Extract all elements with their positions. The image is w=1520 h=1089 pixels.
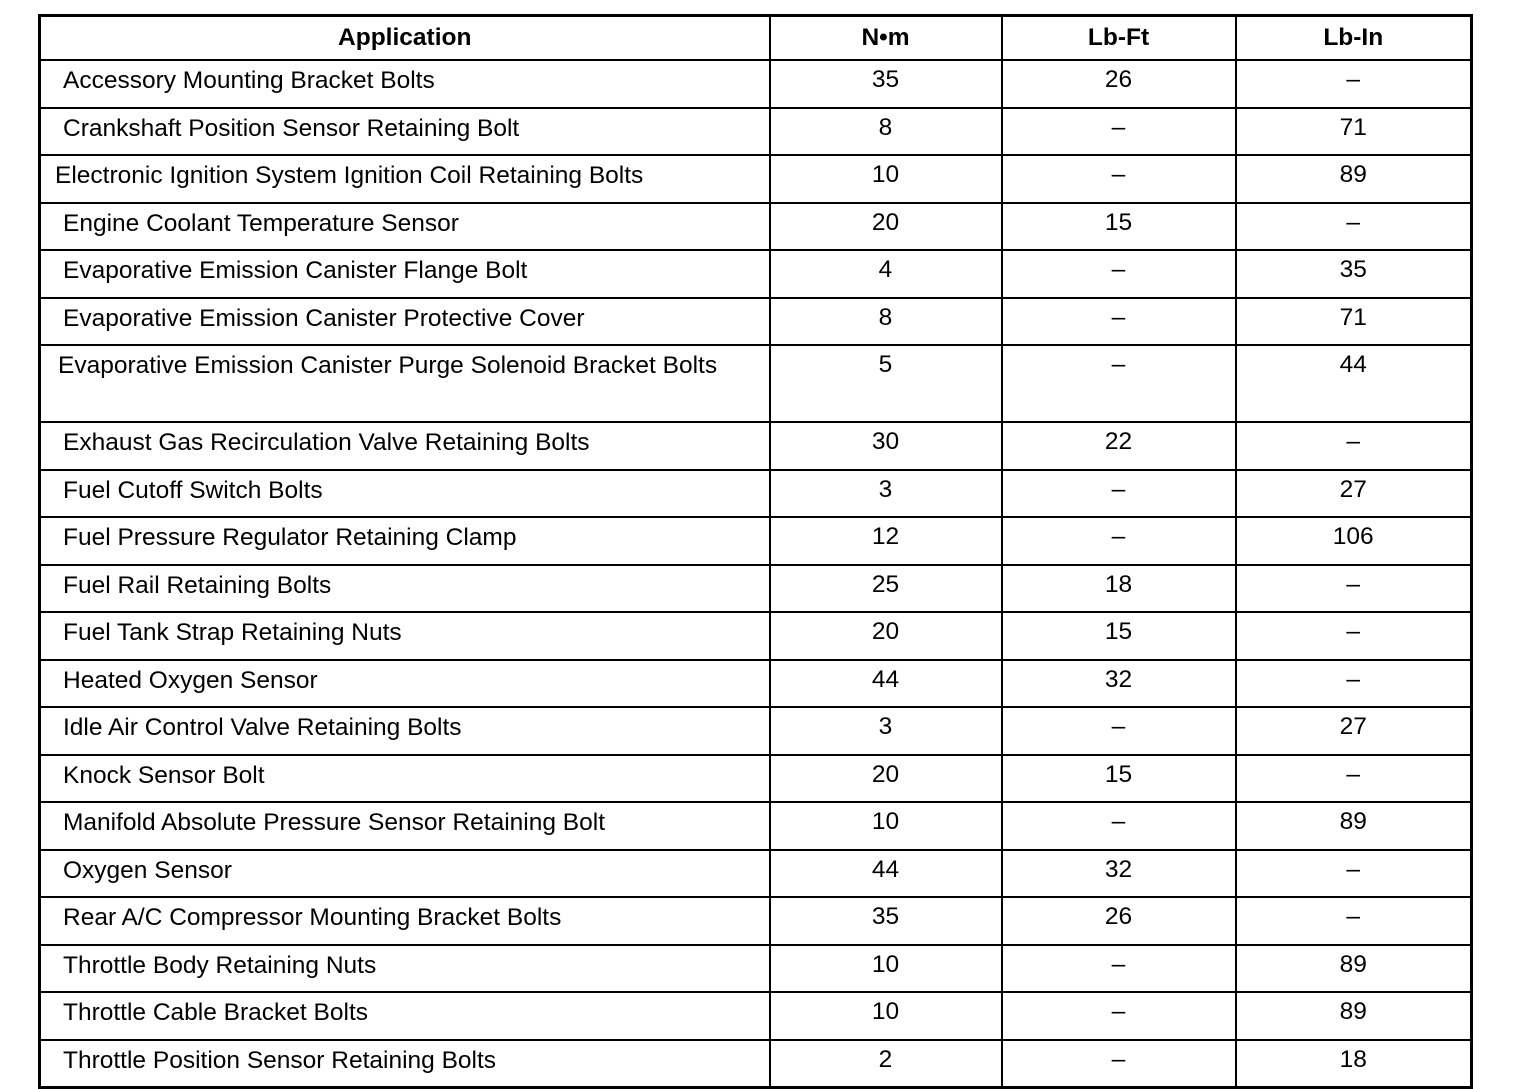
- header-row: [40, 16, 1472, 61]
- cell-nm: 25: [770, 565, 1002, 613]
- cell-lbin: 71: [1236, 298, 1472, 346]
- table-row: [40, 802, 1472, 850]
- cell-nm: 35: [770, 897, 1002, 945]
- cell-nm: 8: [770, 108, 1002, 156]
- cell-lbft: 26: [1002, 897, 1236, 945]
- table-row: [40, 565, 1472, 613]
- table-row: [40, 707, 1472, 755]
- cell-application: Accessory Mounting Bracket Bolts: [40, 60, 770, 108]
- cell-lbin: 44: [1236, 345, 1472, 422]
- cell-application: Throttle Body Retaining Nuts: [40, 945, 770, 993]
- cell-lbin: –: [1236, 755, 1472, 803]
- table-row: [40, 992, 1472, 1040]
- table-row: [40, 108, 1472, 156]
- cell-lbft: –: [1002, 992, 1236, 1040]
- table-row: [40, 517, 1472, 565]
- cell-nm: 10: [770, 802, 1002, 850]
- cell-lbin: –: [1236, 612, 1472, 660]
- cell-nm: 12: [770, 517, 1002, 565]
- cell-lbin: 89: [1236, 802, 1472, 850]
- cell-lbin: –: [1236, 60, 1472, 108]
- cell-nm: 2: [770, 1040, 1002, 1088]
- cell-lbft: –: [1002, 470, 1236, 518]
- cell-application: Evaporative Emission Canister Protective Cover: [40, 298, 770, 346]
- cell-lbft: –: [1002, 250, 1236, 298]
- cell-lbft: –: [1002, 802, 1236, 850]
- table-row: [40, 1040, 1472, 1088]
- cell-nm: 10: [770, 945, 1002, 993]
- cell-lbft: –: [1002, 517, 1236, 565]
- cell-lbft: –: [1002, 108, 1236, 156]
- cell-lbin: –: [1236, 565, 1472, 613]
- cell-application: Knock Sensor Bolt: [40, 755, 770, 803]
- cell-lbin: 18: [1236, 1040, 1472, 1088]
- cell-application: Fuel Cutoff Switch Bolts: [40, 470, 770, 518]
- cell-application: Fuel Pressure Regulator Retaining Clamp: [40, 517, 770, 565]
- table-row: [40, 470, 1472, 518]
- column-header-lbft: Lb-Ft: [1002, 16, 1236, 61]
- table-row: [40, 945, 1472, 993]
- table-row: [40, 755, 1472, 803]
- cell-lbft: –: [1002, 298, 1236, 346]
- cell-lbft: 15: [1002, 612, 1236, 660]
- cell-nm: 5: [770, 345, 1002, 422]
- cell-nm: 20: [770, 755, 1002, 803]
- cell-lbin: 71: [1236, 108, 1472, 156]
- cell-nm: 3: [770, 707, 1002, 755]
- cell-nm: 44: [770, 850, 1002, 898]
- cell-application: Throttle Position Sensor Retaining Bolts: [40, 1040, 770, 1088]
- table-row: [40, 60, 1472, 108]
- cell-lbin: 27: [1236, 707, 1472, 755]
- cell-application: Fuel Tank Strap Retaining Nuts: [40, 612, 770, 660]
- cell-lbin: 89: [1236, 945, 1472, 993]
- cell-nm: 20: [770, 612, 1002, 660]
- cell-nm: 10: [770, 155, 1002, 203]
- cell-lbft: 26: [1002, 60, 1236, 108]
- cell-application: Oxygen Sensor: [40, 850, 770, 898]
- cell-application: Throttle Cable Bracket Bolts: [40, 992, 770, 1040]
- table-row: [40, 250, 1472, 298]
- cell-lbft: 15: [1002, 203, 1236, 251]
- cell-lbin: 89: [1236, 155, 1472, 203]
- cell-lbin: –: [1236, 850, 1472, 898]
- cell-lbin: 89: [1236, 992, 1472, 1040]
- cell-lbft: 32: [1002, 660, 1236, 708]
- cell-lbin: –: [1236, 660, 1472, 708]
- cell-application: Evaporative Emission Canister Purge Solenoid Bracket Bolts: [40, 345, 770, 422]
- table-row: [40, 345, 1472, 422]
- cell-application: Fuel Rail Retaining Bolts: [40, 565, 770, 613]
- cell-application: Heated Oxygen Sensor: [40, 660, 770, 708]
- torque-spec-table: [38, 14, 1473, 1089]
- table-row: [40, 422, 1472, 470]
- cell-nm: 30: [770, 422, 1002, 470]
- cell-lbft: –: [1002, 1040, 1236, 1088]
- cell-nm: 10: [770, 992, 1002, 1040]
- cell-lbft: –: [1002, 155, 1236, 203]
- cell-lbin: 27: [1236, 470, 1472, 518]
- cell-nm: 8: [770, 298, 1002, 346]
- cell-application: Exhaust Gas Recirculation Valve Retaining Bolts: [40, 422, 770, 470]
- cell-nm: 3: [770, 470, 1002, 518]
- cell-lbft: 22: [1002, 422, 1236, 470]
- cell-application: Idle Air Control Valve Retaining Bolts: [40, 707, 770, 755]
- cell-application: Engine Coolant Temperature Sensor: [40, 203, 770, 251]
- cell-lbin: –: [1236, 897, 1472, 945]
- table-row: [40, 203, 1472, 251]
- cell-lbft: 32: [1002, 850, 1236, 898]
- column-header-lbin: Lb-In: [1236, 16, 1472, 61]
- cell-lbin: –: [1236, 422, 1472, 470]
- cell-nm: 35: [770, 60, 1002, 108]
- cell-lbft: 18: [1002, 565, 1236, 613]
- cell-lbin: 106: [1236, 517, 1472, 565]
- cell-lbft: 15: [1002, 755, 1236, 803]
- table-header: [40, 16, 1472, 61]
- cell-lbft: –: [1002, 707, 1236, 755]
- cell-nm: 20: [770, 203, 1002, 251]
- table-row: [40, 298, 1472, 346]
- cell-application: Crankshaft Position Sensor Retaining Bolt: [40, 108, 770, 156]
- cell-nm: 44: [770, 660, 1002, 708]
- column-header-nm: N•m: [770, 16, 1002, 61]
- table-row: [40, 612, 1472, 660]
- table-row: [40, 155, 1472, 203]
- table-body: [40, 60, 1472, 1088]
- cell-lbft: –: [1002, 945, 1236, 993]
- table-row: [40, 660, 1472, 708]
- cell-application: Manifold Absolute Pressure Sensor Retaining Bolt: [40, 802, 770, 850]
- cell-lbin: 35: [1236, 250, 1472, 298]
- table-row: [40, 850, 1472, 898]
- cell-lbin: –: [1236, 203, 1472, 251]
- cell-application: Electronic Ignition System Ignition Coil Retaining Bolts: [40, 155, 770, 203]
- cell-application: Rear A/C Compressor Mounting Bracket Bolts: [40, 897, 770, 945]
- table-row: [40, 897, 1472, 945]
- cell-application: Evaporative Emission Canister Flange Bolt: [40, 250, 770, 298]
- cell-lbft: –: [1002, 345, 1236, 422]
- cell-nm: 4: [770, 250, 1002, 298]
- column-header-application: Application: [40, 16, 770, 61]
